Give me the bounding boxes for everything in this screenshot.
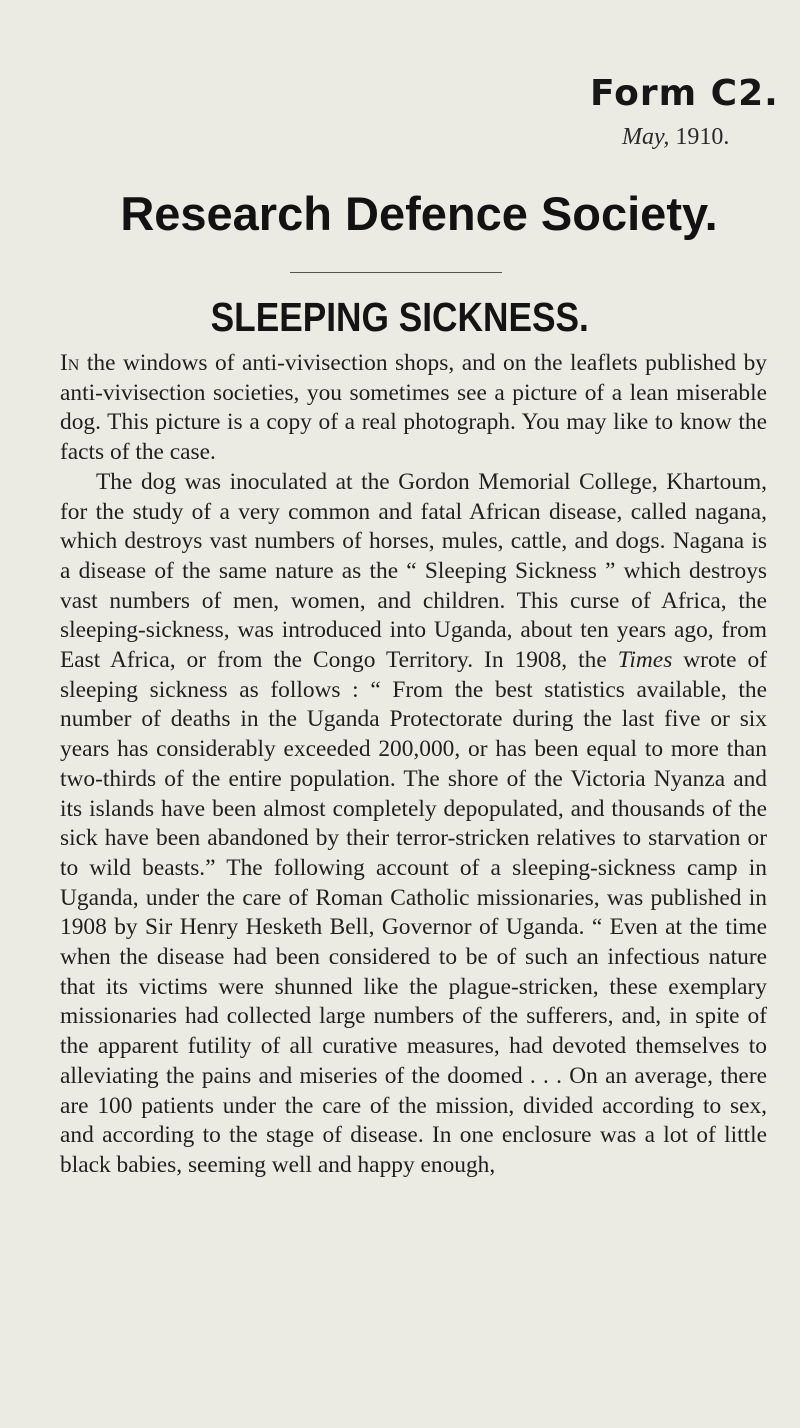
paragraph-2-part2: wrote of sleeping sickness as follows : “ From the best statistics available, the number of deaths in the Uganda Protectorate during the last five or six years has considerably exceeded 200,000, or has been equal to more than two-thirds of the entire population. The shore of the Victoria Nyanza and its islands have been almost completely depopulated, and thousands of the sick have been abandoned by their terror-stricken relatives to starvation or to wild beasts.” The following account of a sleeping-sickness camp in Uganda, under the care of Roman Catholic missionaries, was published in 1908 by Sir Henry Hesketh Bell, Governor of Uganda. “ Even at the time when the disease had been considered to be of such an infectious nature that its victims were shunned like the plague-stricken, these exemplary missionaries had collected large numbers of the sufferers, and, in spite of the apparent futility of all curative measures, had devoted themselves to alleviating the pains and miseries of the doomed . . . On an average, there are 100 patients under the care of the mission, divided according to sex, and according to the stage of disease. In one enclosure was a lot of little black babies, seeming well and happy enough, bbox=[60, 647, 768, 1178]
paragraph-1 bbox=[60, 349, 767, 468]
paragraph-1-text: the windows of anti-vivisection shops, and on the leaflets published by anti-vivisection societies, you sometimes see a picture of a lean miserable dog. This picture is a copy of a real photograph. You may like to know the facts of the case. bbox=[60, 350, 767, 466]
paragraph-2-part1: The dog was inoculated at the Gordon Memorial College, Khartoum, for the study of a very common and fatal African disease, called nagana, which destroys vast numbers of horses, mules, cattle, and dogs. Nagana is a disease of the same nature as the “ Sleeping Sickness ” which destroys vast numbers of men, women, and children. This curse of Africa, the sleeping-sickness, was introduced into Uganda, about ten years ago, from East Africa, or from the Congo Territory. In 1908, the bbox=[60, 468, 767, 674]
form-date bbox=[622, 124, 729, 151]
paragraph-1-lead: In bbox=[60, 350, 80, 376]
article-body bbox=[60, 349, 767, 1181]
times-newspaper-title: Times bbox=[617, 647, 673, 674]
paragraph-2 bbox=[60, 468, 767, 1181]
form-code: Form C2. bbox=[590, 73, 779, 114]
section-title: SLEEPING SICKNESS. bbox=[210, 294, 589, 340]
divider-rule bbox=[290, 272, 502, 273]
society-name: Research Defence Society. bbox=[120, 187, 718, 240]
date-month: May, bbox=[622, 124, 670, 150]
date-year: 1910. bbox=[675, 124, 730, 150]
